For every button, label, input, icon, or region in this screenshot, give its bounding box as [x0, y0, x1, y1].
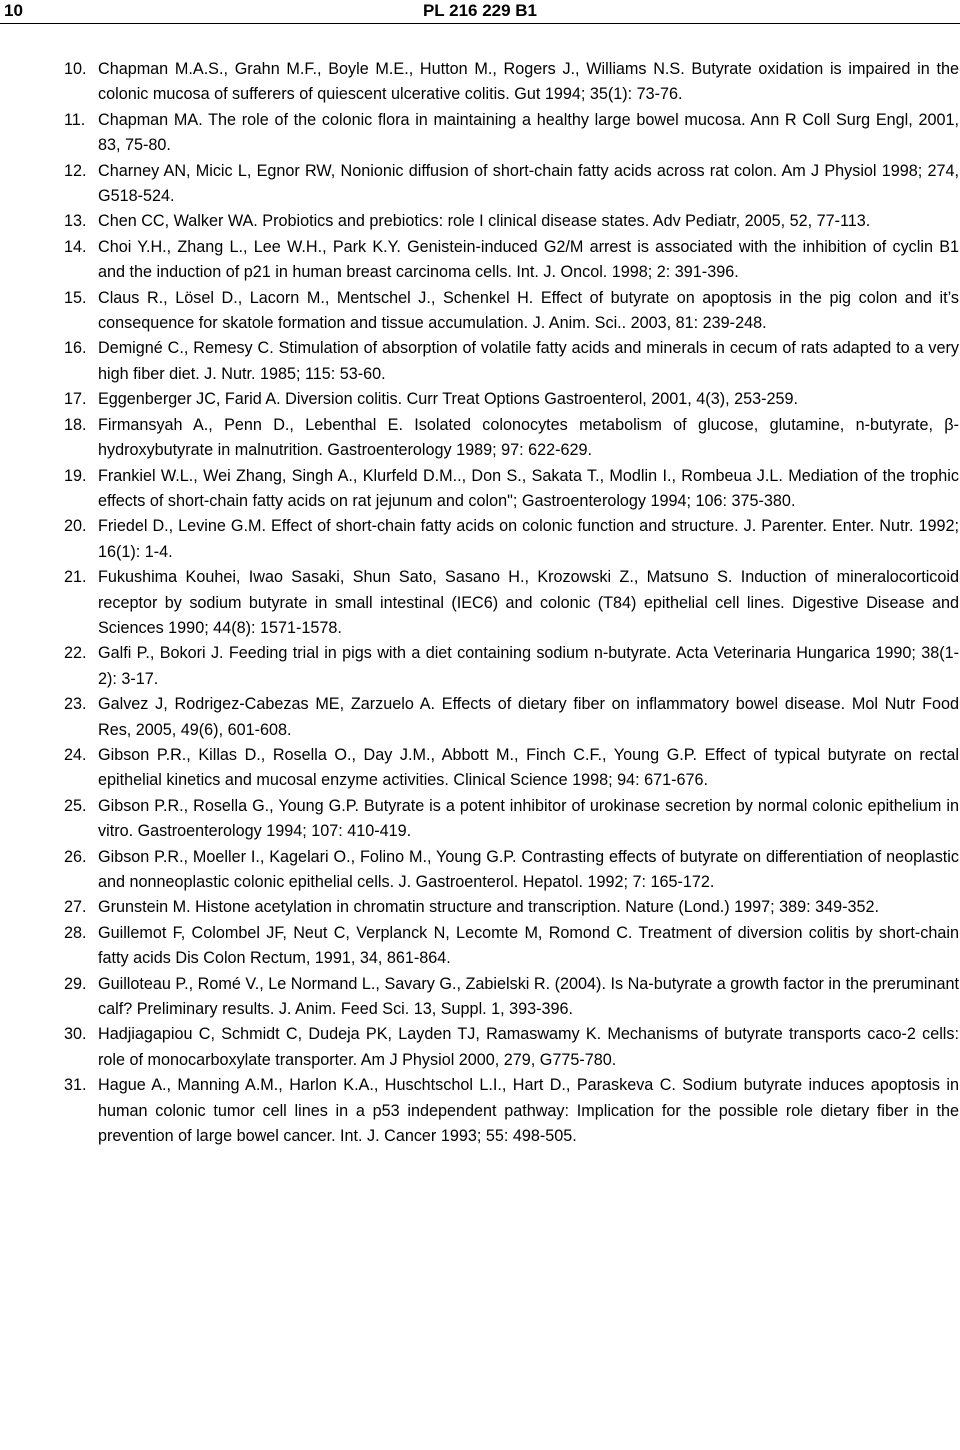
reference-text: Gibson P.R., Moeller I., Kagelari O., Folino M., Young G.P. Contrasting effects of butyrate on differentiation of neoplastic and nonneoplastic colonic epithelial cells. J. Gastroenterol. Hepatol. 1992; 7: 165-172.	[98, 847, 959, 891]
reference-item	[64, 921, 959, 972]
reference-text: Claus R., Lösel D., Lacorn M., Mentschel J., Schenkel H. Effect of butyrate on apoptosis in the pig colon and it’s consequence for skatole formation and tissue accumulation. J. Anim. Sci.. 2003, 81: 239-248.	[98, 288, 959, 333]
reference-number: 14.	[64, 237, 87, 256]
reference-text: Guillemot F, Colombel JF, Neut C, Verplanck N, Lecomte M, Romond C. Treatment of diversion colitis by short-chain fatty acids Dis Colon Rectum, 1991, 34, 861-864.	[98, 923, 959, 968]
reference-number: 10.	[64, 60, 87, 78]
reference-text: Fukushima Kouhei, Iwao Sasaki, Shun Sato, Sasano H., Krozowski Z., Matsuno S. Induction of mineralocorticoid receptor by sodium butyrate in small intestinal (IEC6) and colonic (T84) epithelial cell lines. Digestive Disease and Sciences 1990; 44(8): 1571-1578.	[98, 568, 959, 637]
reference-number: 23.	[64, 695, 87, 714]
reference-number: 19.	[64, 466, 87, 485]
reference-item	[64, 159, 959, 210]
reference-number: 17.	[64, 390, 87, 409]
reference-text: Hague A., Manning A.M., Harlon K.A., Huschtschol L.I., Hart D., Paraskeva C. Sodium butyrate induces apoptosis in human colonic tumor cell lines in a p53 independent pathway: Implication for the possible role dietary fiber in the prevention of large bowel cancer. Int. J. Cancer 1993; 55: 498-505.	[98, 1076, 959, 1146]
header-divider	[0, 23, 960, 24]
page-header	[0, 0, 960, 24]
reference-text: Galvez J, Rodrigez-Cabezas ME, Zarzuelo A. Effects of dietary fiber on inflammatory bowel disease. Mol Nutr Food Res, 2005, 49(6), 601-608.	[98, 695, 959, 739]
reference-item	[64, 209, 959, 234]
reference-item	[64, 641, 959, 692]
reference-text: Gibson P.R., Killas D., Rosella O., Day J.M., Abbott M., Finch C.F., Young G.P. Effect of typical butyrate on rectal epithelial kinetics and mucosal enzyme activities. Clinical Science 1998; 94: 671-676.	[98, 745, 959, 790]
reference-number: 18.	[64, 415, 87, 434]
reference-text: Grunstein M. Histone acetylation in chromatin structure and transcription. Nature (Lond.) 1997; 389: 349-352.	[98, 898, 880, 917]
reference-number: 16.	[64, 339, 87, 358]
reference-item	[64, 464, 959, 515]
reference-item	[64, 235, 959, 286]
reference-number: 13.	[64, 212, 87, 231]
reference-item	[64, 692, 959, 743]
reference-list	[64, 57, 959, 1149]
reference-text: Gibson P.R., Rosella G., Young G.P. Butyrate is a potent inhibitor of urokinase secretion by normal colonic epithelium in vitro. Gastroenterology 1994; 107: 410-419.	[98, 796, 959, 841]
reference-number: 30.	[64, 1025, 87, 1044]
reference-text: Chapman M.A.S., Grahn M.F., Boyle M.E., Hutton M., Rogers J., Williams N.S. Butyrate oxidation is impaired in the colonic mucosa of sufferers of quiescent ulcerative colitis. Gut 1994; 35(1): 73-76.	[98, 60, 959, 104]
reference-item	[64, 1022, 959, 1073]
reference-item	[64, 514, 959, 565]
reference-text: Firmansyah A., Penn D., Lebenthal E. Isolated colonocytes metabolism of glucose, glutamine, n-butyrate, β-hydroxybutyrate in malnutrition. Gastroenterology 1989; 97: 622-629.	[98, 415, 959, 460]
reference-number: 26.	[64, 847, 87, 866]
reference-item	[64, 565, 959, 641]
reference-text: Friedel D., Levine G.M. Effect of short-chain fatty acids on colonic function and structure. J. Parenter. Enter. Nutr. 1992; 16(1): 1-4.	[98, 517, 959, 561]
reference-number: 28.	[64, 923, 87, 942]
reference-text: Charney AN, Micic L, Egnor RW, Nonionic diffusion of short-chain fatty acids across rat colon. Am J Physiol 1998; 274, G518-524.	[98, 161, 959, 206]
reference-text: Chen CC, Walker WA. Probiotics and prebiotics: role I clinical disease states. Adv Pediatr, 2005, 52, 77-113.	[98, 212, 871, 231]
reference-item	[64, 845, 959, 896]
reference-text: Chapman MA. The role of the colonic flora in maintaining a healthy large bowel mucosa. Ann R Coll Surg Engl, 2001, 83, 75-80.	[98, 110, 959, 155]
reference-item	[64, 413, 959, 464]
reference-number: 24.	[64, 745, 87, 764]
page-number: 10	[4, 1, 23, 20]
reference-item	[64, 57, 959, 108]
reference-item	[64, 286, 959, 337]
reference-number: 15.	[64, 288, 87, 307]
reference-item	[64, 108, 959, 159]
reference-number: 25.	[64, 796, 87, 815]
reference-text: Demigné C., Remesy C. Stimulation of absorption of volatile fatty acids and minerals in cecum of rats adapted to a very high fiber diet. J. Nutr. 1985; 115: 53-60.	[98, 339, 959, 383]
reference-text: Frankiel W.L., Wei Zhang, Singh A., Klurfeld D.M.., Don S., Sakata T., Modlin I., Rombeua J.L. Mediation of the trophic effects of short-chain fatty acids on rat jejunum and colon"; Gastroenterology 1994; 106: 375-380.	[98, 466, 959, 510]
reference-text: Guilloteau P., Romé V., Le Normand L., Savary G., Zabielski R. (2004). Is Na-butyrate a growth factor in the preruminant calf? Preliminary results. J. Anim. Feed Sci. 13, Suppl. 1, 393-396.	[98, 974, 959, 1019]
reference-text: Galfi P., Bokori J. Feeding trial in pigs with a diet containing sodium n-butyrate. Acta Veterinaria Hungarica 1990; 38(1-2): 3-17.	[98, 644, 959, 688]
reference-number: 31.	[64, 1076, 87, 1095]
reference-item	[64, 1073, 959, 1149]
reference-number: 21.	[64, 568, 87, 587]
reference-item	[64, 895, 959, 920]
reference-item	[64, 336, 959, 387]
reference-text: Hadjiagapiou C, Schmidt C, Dudeja PK, Layden TJ, Ramaswamy K. Mechanisms of butyrate transports caco-2 cells: role of monocarboxylate transporter. Am J Physiol 2000, 279, G775-780.	[98, 1025, 959, 1069]
reference-text: Choi Y.H., Zhang L., Lee W.H., Park K.Y. Genistein-induced G2/M arrest is associated with the inhibition of cyclin B1 and the induction of p21 in human breast carcinoma cells. Int. J. Oncol. 1998; 2: 391-396.	[98, 237, 959, 282]
reference-item	[64, 387, 959, 412]
reference-number: 20.	[64, 517, 87, 536]
reference-item	[64, 743, 959, 794]
reference-number: 27.	[64, 898, 87, 917]
reference-number: 22.	[64, 644, 87, 663]
reference-number: 11.	[64, 110, 86, 129]
reference-item	[64, 794, 959, 845]
patent-id: PL 216 229 B1	[422, 1, 538, 20]
reference-number: 29.	[64, 974, 87, 993]
reference-number: 12.	[64, 161, 87, 180]
reference-text: Eggenberger JC, Farid A. Diversion colitis. Curr Treat Options Gastroenterol, 2001, 4(3), 253-259.	[98, 390, 798, 409]
reference-item	[64, 972, 959, 1023]
